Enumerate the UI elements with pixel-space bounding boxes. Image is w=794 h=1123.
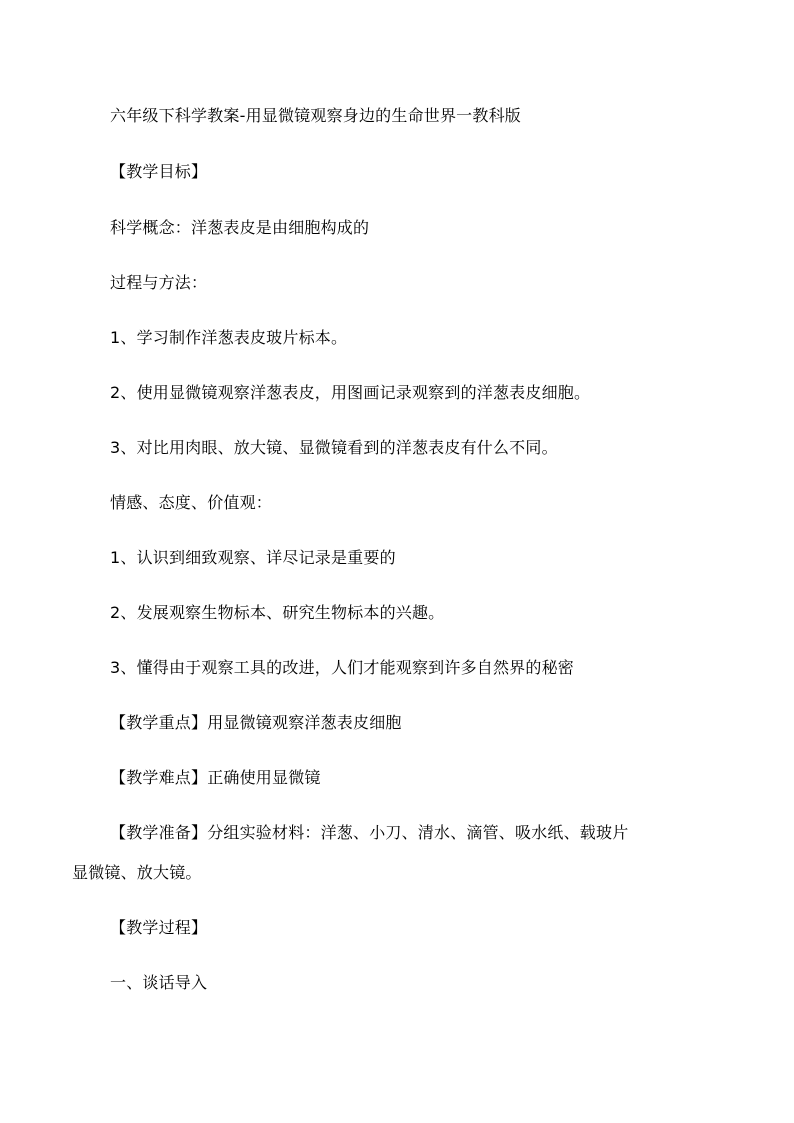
paragraph-science-concept: 科学概念：洋葱表皮是由细胞构成的: [110, 218, 370, 237]
list-item-process-1: 1、学习制作洋葱表皮玻片标本。: [110, 328, 348, 347]
list-item-process-2: 2、使用显微镜观察洋葱表皮，用图画记录观察到的洋葱表皮细胞。: [110, 383, 591, 402]
paragraph-preparation-continued: 显微镜、放大镜。: [72, 863, 202, 882]
list-item-attitude-3: 3、懂得由于观察工具的改进，人们才能观察到许多自然界的秘密: [110, 658, 574, 677]
list-item-attitude-2: 2、发展观察生物标本、研究生物标本的兴趣。: [110, 603, 445, 622]
list-item-process-3: 3、对比用肉眼、放大镜、显微镜看到的洋葱表皮有什么不同。: [110, 438, 558, 457]
paragraph-process-method: 过程与方法：: [110, 273, 208, 292]
paragraph-preparation: 【教学准备】分组实验材料：洋葱、小刀、清水、滴管、吸水纸、载玻片: [110, 823, 629, 842]
section-heading-intro: 一、谈话导入: [110, 973, 208, 992]
section-heading-objectives: 【教学目标】: [110, 162, 208, 181]
paragraph-key-point: 【教学重点】用显微镜观察洋葱表皮细胞: [110, 713, 402, 732]
list-item-attitude-1: 1、认识到细致观察、详尽记录是重要的: [110, 548, 396, 567]
section-heading-process: 【教学过程】: [110, 918, 208, 937]
document-title: 六年级下科学教案-用显微镜观察身边的生命世界一教科版: [110, 106, 521, 125]
paragraph-difficulty: 【教学难点】正确使用显微镜: [110, 768, 321, 787]
paragraph-attitude-values: 情感、态度、价值观：: [110, 493, 273, 512]
